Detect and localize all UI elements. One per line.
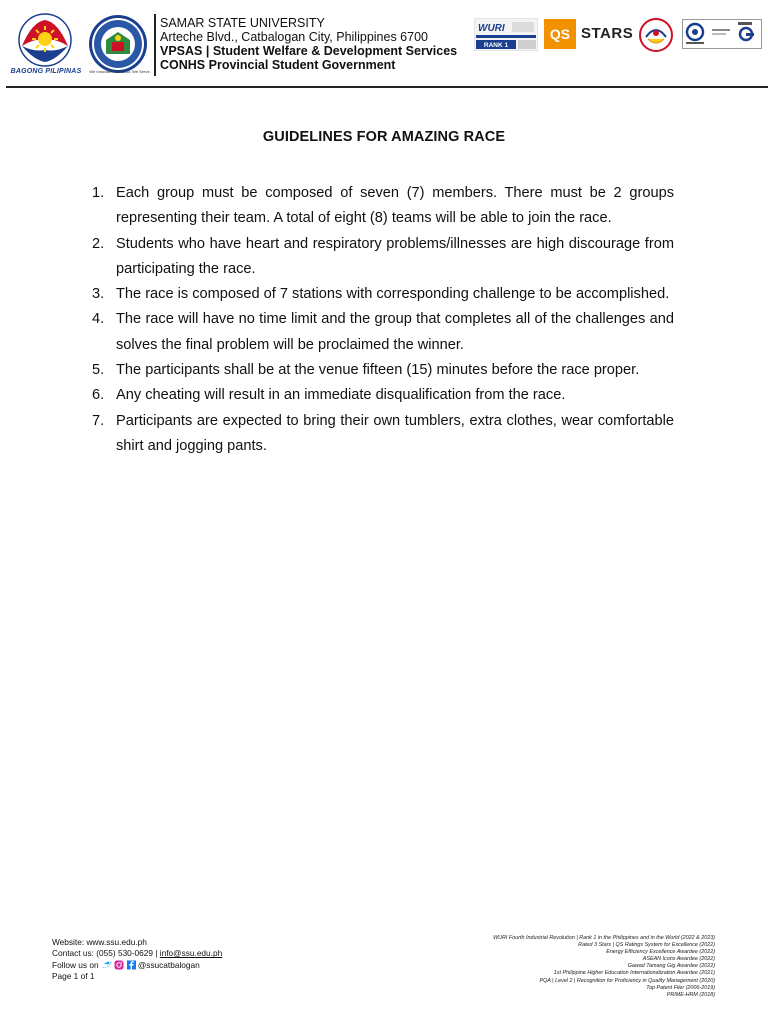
award-line: Rated 3 Stars | QS Ratings System for Excellence (2022) (578, 942, 715, 949)
header-rule (6, 86, 768, 88)
award-line: PQA | Level 2 | Recognition for Proficiency in Quality Management (2020) (539, 977, 715, 984)
page-number: Page 1 of 1 (52, 970, 95, 981)
guideline-number: 1. (92, 185, 105, 201)
guidelines-list (92, 181, 674, 459)
office-name: VPSAS | Student Welfare & Development Services (160, 44, 458, 58)
guideline-text: Students who have heart and respiratory problems/illnesses are high discourage from participating the race. (116, 235, 674, 277)
award-line: PRIME-HRM (2018) (666, 991, 715, 998)
wuri-rank-badge (474, 18, 538, 51)
footer-awards (385, 935, 715, 999)
website-label: Website: (52, 937, 87, 947)
award-emblem-icon (638, 17, 674, 53)
award-line: Top Patent Filer (2006-2019) (646, 984, 715, 991)
guideline-text: The race is composed of 7 stations with corresponding challenge to be accomplished. (116, 286, 670, 303)
phone-number: (055) 530-0629 (96, 948, 154, 959)
wuri-rank-text: RANK 1 (483, 42, 509, 49)
header-text-block (160, 16, 457, 72)
bagong-pilipinas-caption: BAGONG PILIPINAS (10, 68, 82, 75)
guideline-item (92, 409, 674, 460)
letterhead (0, 0, 768, 88)
contact-label: Contact us: (52, 948, 97, 959)
header-divider (154, 14, 156, 76)
iso-certification-logos (682, 19, 762, 49)
ssu-motto: We Innovate. We Build. We Serve. (89, 69, 151, 74)
qs-stars-logo (544, 19, 632, 49)
guideline-text: The race will have no time limit and the group that completes all of the challenges and solves the final problem will be proclaimed the winner. (116, 311, 674, 353)
guideline-text: The participants shall be at the venue fifteen (15) minutes before the race proper. (116, 362, 640, 379)
award-line: WURI Fourth Industrial Revolution | Rank 1 in the Philippines and in the World (2022 & 2023) (493, 935, 715, 941)
university-name: SAMAR STATE UNIVERSITY (160, 16, 325, 30)
qs-box: QS (544, 19, 576, 49)
award-line: Energy Efficiency Excellence Awardee (2022) (606, 949, 715, 956)
guideline-item (92, 358, 674, 383)
award-line: Gawad Tamang Gig Awardee (2022) (627, 963, 715, 970)
guideline-number: 4. (92, 311, 105, 328)
svg-text:WURI: WURI (478, 23, 505, 34)
footer-contact-line (52, 948, 222, 959)
instagram-icon[interactable] (114, 960, 124, 970)
guideline-text: Each group must be composed of seven (7) members. There must be 2 groups representing their team. A total of eight (8) teams will be able to join the race. (116, 185, 674, 227)
guideline-text: Participants are expected to bring their own tumblers, extra clothes, wear comfortable shirt and jogging pants. (116, 412, 674, 454)
footer-social-line (52, 960, 222, 971)
email-link[interactable]: info@ssu.edu.ph (159, 948, 223, 959)
award-line: 1st Philippine Higher Education Internationalization Awardee (2021) (553, 970, 715, 977)
website-link[interactable]: www.ssu.edu.ph (86, 937, 147, 947)
guideline-item (92, 383, 674, 408)
social-handle: @ssucatbalogan (137, 959, 200, 970)
university-address: Arteche Blvd., Catbalogan City, Philippines 6700 (160, 30, 428, 44)
guideline-text: Any cheating will result in an immediate disqualification from the race. (116, 387, 566, 404)
separator: | (153, 948, 160, 959)
facebook-icon[interactable] (127, 960, 136, 970)
guideline-item (92, 232, 674, 283)
qs-stars-text: STARS (581, 25, 634, 42)
organization-name: CONHS Provincial Student Government (160, 58, 396, 72)
guideline-item (92, 282, 674, 307)
guideline-item (92, 181, 674, 232)
follow-label: Follow us on (52, 959, 101, 970)
footer-website-line (52, 937, 222, 948)
footer-contact (52, 937, 222, 982)
award-line: ASEAN Icons Awardee (2022) (642, 956, 715, 963)
guideline-number: 6. (92, 387, 105, 404)
document-title: GUIDELINES FOR AMAZING RACE (262, 129, 506, 145)
ssu-seal-logo (88, 14, 148, 74)
guideline-item (92, 307, 674, 358)
guideline-number: 5. (92, 362, 105, 379)
guideline-number: 7. (92, 412, 105, 429)
twitter-icon[interactable] (101, 960, 112, 970)
guideline-number: 3. (92, 286, 105, 303)
guideline-number: 2. (92, 235, 105, 252)
